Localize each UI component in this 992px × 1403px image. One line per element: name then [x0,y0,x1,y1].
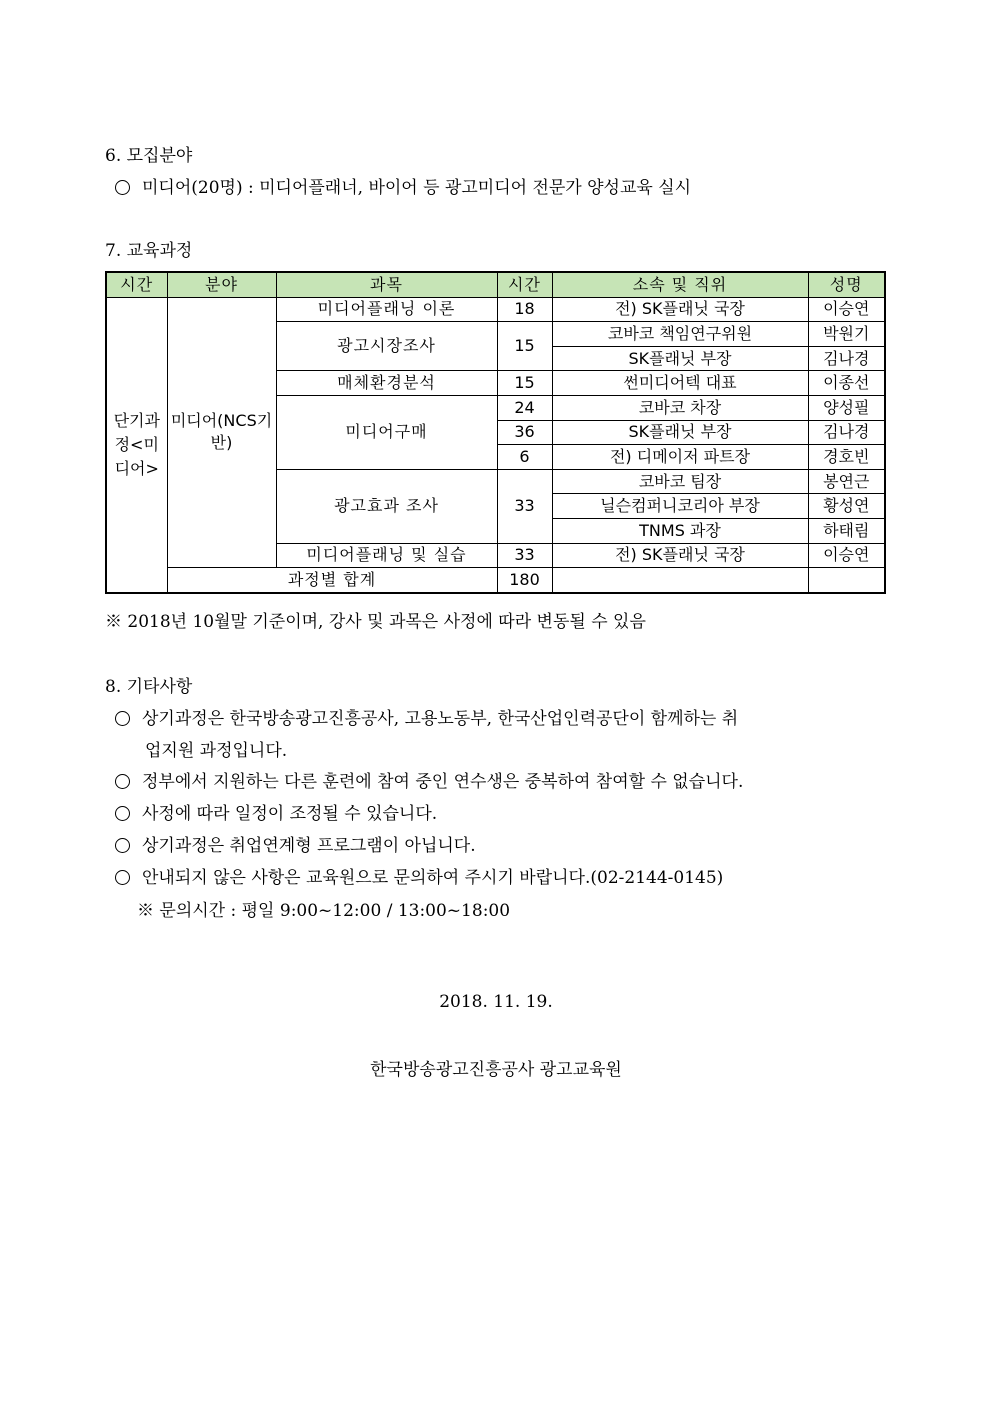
instructor-cell: 하태림 [808,518,885,543]
table-row [106,297,885,322]
affiliation-cell: 썬미디어텍 대표 [552,371,808,396]
header-hours: 시간 [497,272,552,297]
section8-heading: 8. 기타사항 [105,677,193,697]
curriculum-table [105,271,886,594]
instructor-cell: 이승연 [808,543,885,568]
list-item-text: 안내되지 않은 사항은 교육원으로 문의하여 주시기 바랍니다.(02-2144-0145) [142,868,724,888]
affiliation-cell: 코바코 차장 [552,395,808,420]
list-item [115,704,738,729]
total-empty-cell [552,568,808,593]
total-label-cell: 과정별 합계 [167,568,497,593]
course-type-cell: 단기과정<미디어> [106,297,167,593]
subject-cell: 미디어플래닝 이론 [276,297,497,322]
field-cell: 미디어(NCS기반) [167,297,276,568]
list-item [115,799,437,824]
list-item-text: 상기과정은 취업연계형 프로그램이 아닙니다. [142,836,476,856]
subject-cell: 매체환경분석 [276,371,497,396]
affiliation-cell: 코바코 책임연구위원 [552,322,808,347]
circle-bullet-icon [115,711,130,726]
instructor-cell: 김나경 [808,346,885,371]
header-affiliation: 소속 및 직위 [552,272,808,297]
table-header-row [106,272,885,297]
hours-cell: 33 [497,469,552,543]
total-empty-cell [808,568,885,593]
hours-cell: 18 [497,297,552,322]
hours-cell: 24 [497,395,552,420]
subject-cell: 광고효과 조사 [276,469,497,543]
affiliation-cell: SK플래닛 부장 [552,346,808,371]
header-name: 성명 [808,272,885,297]
contact-hours: ※ 문의시간 : 평일 9:00~12:00 / 13:00~18:00 [137,901,511,921]
table-total-row [106,568,885,593]
hours-cell: 15 [497,371,552,396]
instructor-cell: 이승연 [808,297,885,322]
hours-cell: 33 [497,543,552,568]
list-item-continuation: 업지원 과정입니다. [145,741,288,761]
header-time: 시간 [106,272,167,297]
circle-bullet-icon [115,870,130,885]
section6-bullet-text: 미디어(20명) : 미디어플래너, 바이어 등 광고미디어 전문가 양성교육 실시 [142,178,692,198]
hours-cell: 36 [497,420,552,445]
section7-heading: 7. 교육과정 [105,241,193,261]
list-item [115,767,743,792]
affiliation-cell: 전) 디메이저 파트장 [552,445,808,470]
subject-cell: 광고시장조사 [276,322,497,371]
total-hours-cell: 180 [497,568,552,593]
instructor-cell: 봉연근 [808,469,885,494]
list-item-text: 사정에 따라 일정이 조정될 수 있습니다. [142,804,438,824]
list-item-text: 정부에서 지원하는 다른 훈련에 참여 중인 연수생은 중복하여 참여할 수 없습니다. [142,772,744,792]
instructor-cell: 김나경 [808,420,885,445]
affiliation-cell: 전) SK플래닛 국장 [552,543,808,568]
affiliation-cell: SK플래닛 부장 [552,420,808,445]
list-item-text: 상기과정은 한국방송광고진흥공사, 고용노동부, 한국산업인력공단이 함께하는 취 [142,709,739,729]
subject-cell: 미디어플래닝 및 실습 [276,543,497,568]
header-subject: 과목 [276,272,497,297]
affiliation-cell: 코바코 팀장 [552,469,808,494]
section7-note: ※ 2018년 10월말 기준이며, 강사 및 과목은 사정에 따라 변동될 수 있음 [105,612,646,632]
list-item [115,863,723,888]
instructor-cell: 황성연 [808,494,885,519]
header-field: 분야 [167,272,276,297]
circle-bullet-icon [115,838,130,853]
instructor-cell: 박원기 [808,322,885,347]
circle-bullet-icon [115,806,130,821]
subject-cell: 미디어구매 [276,395,497,469]
circle-bullet-icon [115,774,130,789]
affiliation-cell: 전) SK플래닛 국장 [552,297,808,322]
hours-cell: 6 [497,445,552,470]
section6-heading: 6. 모집분야 [105,146,193,166]
affiliation-cell: TNMS 과장 [552,518,808,543]
section6-bullet [115,173,691,198]
instructor-cell: 경호빈 [808,445,885,470]
instructor-cell: 양성필 [808,395,885,420]
instructor-cell: 이종선 [808,371,885,396]
issuer-name: 한국방송광고진흥공사 광고교육원 [370,1060,622,1080]
circle-bullet-icon [115,180,130,195]
document-date: 2018. 11. 19. [439,992,553,1012]
affiliation-cell: 닐슨컴퍼니코리아 부장 [552,494,808,519]
hours-cell: 15 [497,322,552,371]
list-item [115,831,476,856]
